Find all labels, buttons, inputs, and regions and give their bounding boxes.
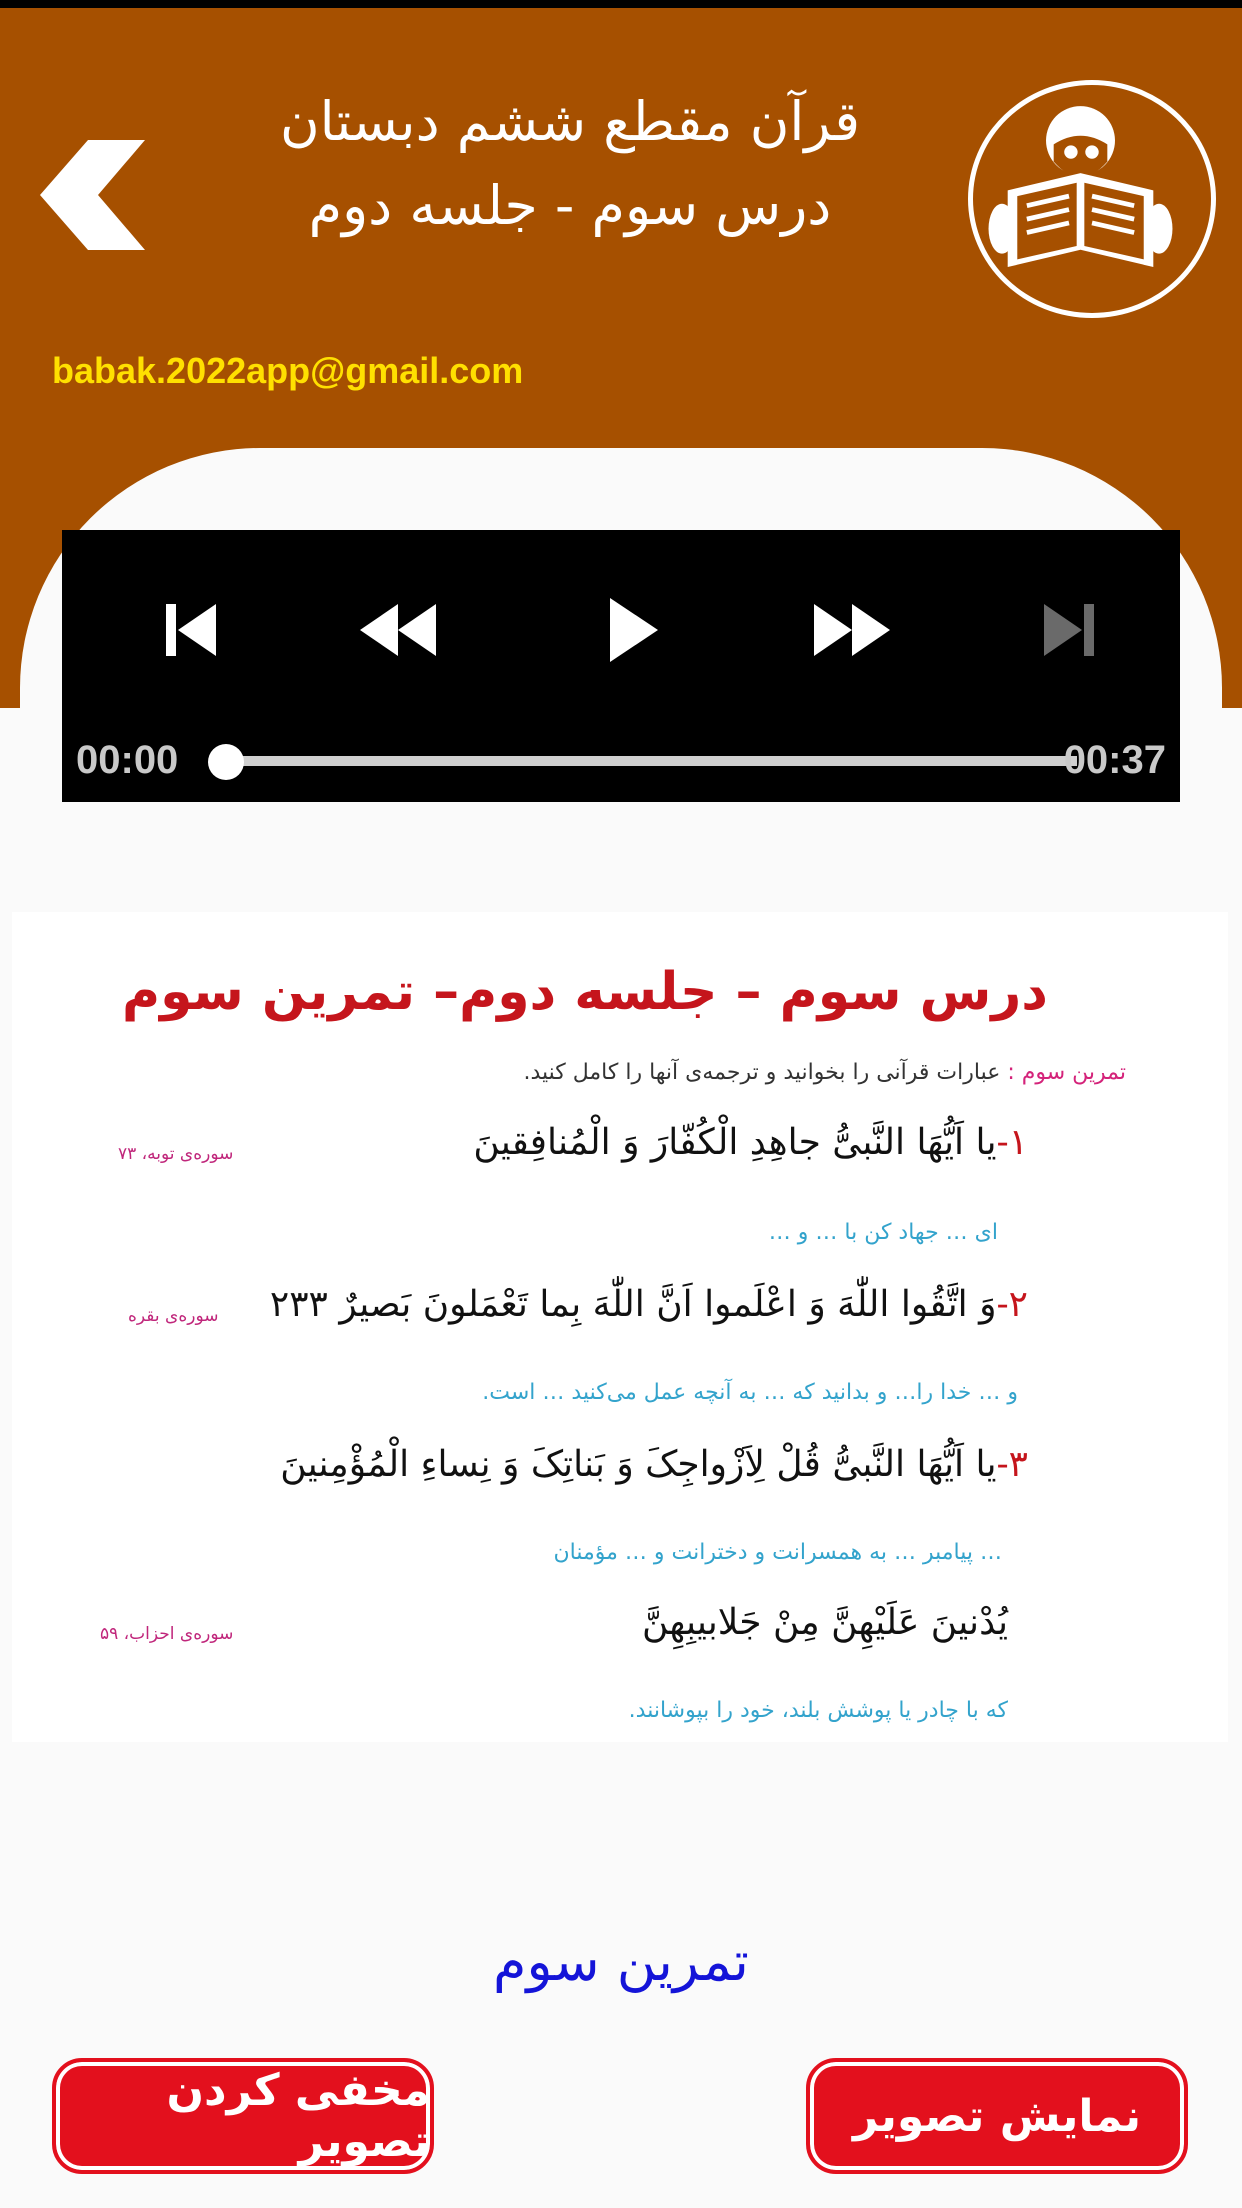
page-title [200, 80, 940, 248]
verse-translation: و … خدا را… و بدانید که … به آنچه عمل می‌کنید … است. [482, 1380, 1018, 1405]
fast-forward-icon[interactable] [808, 590, 898, 670]
verse-text: یا اَیُّهَا النَّبیُّ قُلْ لِاَزْواجِکَ وَ بَناتِکَ وَ نِساءِ الْمُؤْمِنینَ [280, 1444, 997, 1485]
contact-email[interactable]: babak.2022app@gmail.com [52, 350, 524, 391]
total-time: 00:37 [1063, 738, 1166, 782]
verse-source: سوره‌ی توبه، ۷۳ [118, 1144, 234, 1164]
status-bar-line [0, 0, 1242, 8]
verse-number: ۲- [996, 1284, 1028, 1325]
verse-2 [270, 1284, 1028, 1325]
title-line-2: درس سوم - جلسه دوم [308, 174, 832, 237]
show-image-button[interactable]: نمایش تصویر [806, 2058, 1188, 2174]
current-time: 00:00 [76, 738, 179, 782]
lesson-instruction [523, 1060, 1126, 1085]
lesson-image [12, 912, 1228, 1742]
rewind-icon[interactable] [352, 590, 442, 670]
verse-source: سوره‌ی بقره [128, 1306, 219, 1326]
instruction-text: عبارات قرآنی را بخوانید و ترجمه‌ی آنها را کامل کنید. [523, 1060, 1008, 1085]
verse-source: سوره‌ی احزاب، ۵۹ [100, 1624, 234, 1644]
verse-1 [473, 1122, 1028, 1163]
verse-translation: ای … جهاد کن با … و … [768, 1220, 998, 1245]
verse-3-continued [642, 1602, 1008, 1643]
verse-translation: … پیامبر … به همسرانت و دخترانت و … مؤمنان [553, 1540, 1002, 1565]
skip-previous-icon[interactable] [146, 590, 236, 670]
title-line-1: قرآن مقطع ششم دبستان [279, 90, 861, 153]
audio-player [62, 530, 1180, 802]
skip-next-icon[interactable] [1026, 590, 1116, 670]
instruction-label: تمرین سوم : [1007, 1060, 1126, 1085]
hide-image-button[interactable]: مخفی کردن تصویر [52, 2058, 434, 2174]
image-caption: تمرین سوم [493, 1930, 749, 1993]
lesson-heading: درس سوم – جلسه دوم– تمرین سوم [121, 962, 1048, 1022]
seek-track[interactable] [227, 756, 1077, 766]
seek-thumb[interactable] [208, 744, 244, 780]
play-icon[interactable] [582, 590, 672, 670]
verse-text: یا اَیُّهَا النَّبیُّ جاهِدِ الْکُفّارَ وَ الْمُنافِقینَ [473, 1122, 997, 1163]
verse-number: ۳- [996, 1444, 1028, 1485]
child-reading-book-icon [968, 80, 1216, 318]
chevron-left-icon[interactable] [40, 140, 160, 250]
verse-number: ۱- [996, 1122, 1028, 1163]
verse-text: یُدْنینَ عَلَیْهِنَّ مِنْ جَلابیبِهِنَّ [642, 1602, 1008, 1643]
verse-translation: که با چادر یا پوشش بلند، خود را بپوشانند. [628, 1698, 1008, 1723]
verse-3 [280, 1444, 1028, 1485]
verse-text: وَ اتَّقُوا اللّٰهَ وَ اعْلَموا اَنَّ اللّٰهَ بِما تَعْمَلونَ بَصیرٌ ۲۳۳ [269, 1284, 997, 1325]
